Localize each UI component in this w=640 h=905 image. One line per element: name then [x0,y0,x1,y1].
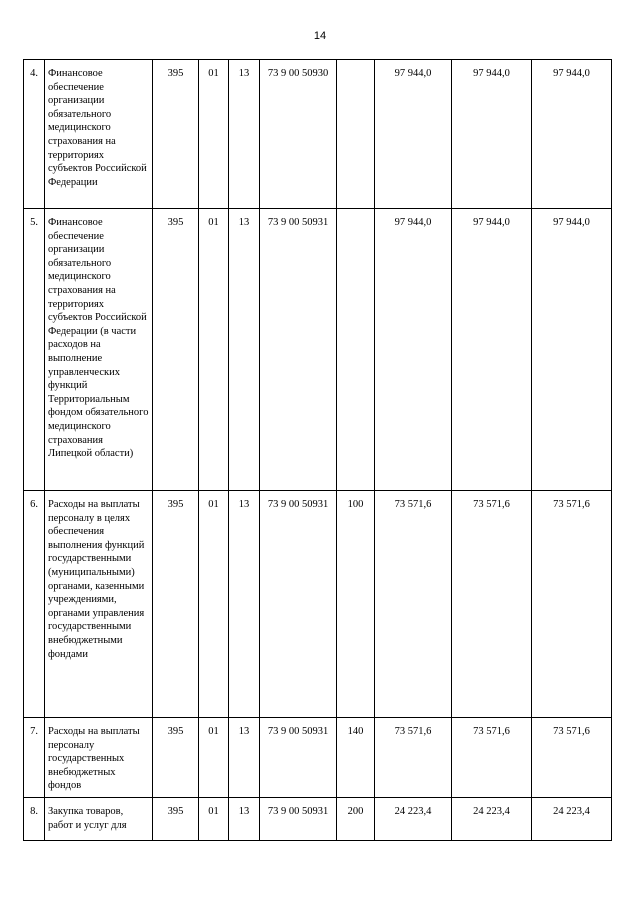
row-number: 4. [24,60,45,209]
code-csr: 73 9 00 50931 [260,718,337,798]
table-row [24,209,612,491]
expense-name: Финансовое обеспечение организации обязательного медицинского страхования на территориях субъектов Российской Федерации (в части расходов на выполнение управленческих функций Территориальным фондом обязательного медицинского страхования Липецкой области) [45,209,153,491]
code-csr: 73 9 00 50931 [260,797,337,840]
code-vr [337,60,375,209]
code-pr: 13 [229,60,260,209]
code-vr: 100 [337,491,375,718]
row-number: 5. [24,209,45,491]
amount-1: 73 571,6 [375,491,452,718]
code-pr: 13 [229,718,260,798]
page-number: 14 [313,30,327,42]
code-gr: 395 [153,718,199,798]
amount-1: 73 571,6 [375,718,452,798]
amount-2: 73 571,6 [452,718,532,798]
code-vr: 200 [337,797,375,840]
code-gr: 395 [153,60,199,209]
code-rz: 01 [199,209,229,491]
amount-2: 97 944,0 [452,60,532,209]
expense-name: Расходы на выплаты персоналу государственных внебюджетных фондов [45,718,153,798]
code-vr: 140 [337,718,375,798]
code-gr: 395 [153,491,199,718]
expense-name: Финансовое обеспечение организации обязательного медицинского страхования на территориях субъектов Российской Федерации [45,60,153,209]
code-gr: 395 [153,209,199,491]
amount-3: 97 944,0 [532,209,612,491]
code-pr: 13 [229,491,260,718]
amount-2: 24 223,4 [452,797,532,840]
amount-3: 24 223,4 [532,797,612,840]
amount-1: 97 944,0 [375,209,452,491]
code-csr: 73 9 00 50930 [260,60,337,209]
amount-2: 97 944,0 [452,209,532,491]
amount-3: 73 571,6 [532,491,612,718]
row-number: 6. [24,491,45,718]
amount-3: 73 571,6 [532,718,612,798]
code-csr: 73 9 00 50931 [260,209,337,491]
code-gr: 395 [153,797,199,840]
row-number: 7. [24,718,45,798]
code-csr: 73 9 00 50931 [260,491,337,718]
amount-3: 97 944,0 [532,60,612,209]
amount-2: 73 571,6 [452,491,532,718]
code-rz: 01 [199,718,229,798]
code-vr [337,209,375,491]
code-rz: 01 [199,797,229,840]
amount-1: 97 944,0 [375,60,452,209]
table-row [24,60,612,209]
table-row [24,491,612,718]
code-rz: 01 [199,60,229,209]
expense-name: Закупка товаров, работ и услуг для [45,797,153,840]
code-pr: 13 [229,797,260,840]
expense-name: Расходы на выплаты персоналу в целях обеспечения выполнения функций государственными (муниципальными) органами, казенными учреждениями, органами управления государственными внебюджетными фондами [45,491,153,718]
table-row [24,797,612,840]
table-row [24,718,612,798]
code-pr: 13 [229,209,260,491]
code-rz: 01 [199,491,229,718]
row-number: 8. [24,797,45,840]
budget-table [23,59,612,841]
amount-1: 24 223,4 [375,797,452,840]
